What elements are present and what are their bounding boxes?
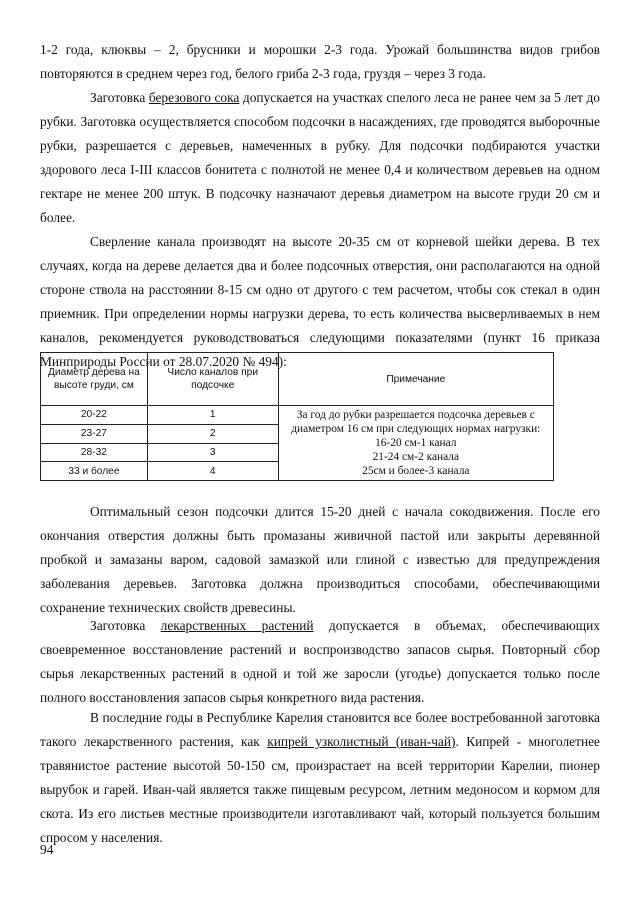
cell-diameter: 28-32 bbox=[41, 443, 148, 462]
paragraph-text: Сверление канала производят на высоте 20-35 см от корневой шейки дерева. В тех случаях, когда на дереве делается два и более подсочных отверстия, они располагаются на одной стороне ствола на расстоянии 8-15 см одно от другого с тем расчетом, чтобы сок стекал в один приемник. При определении нормы нагрузки дерева, то есть количества высверливаемых в нем каналов, рекомендуется руководствоваться следующими показателями (пункт 16 приказа Минприроды России от 28.07.2020 № 494): bbox=[40, 234, 600, 369]
note-line: 16-20 см-1 канал bbox=[375, 437, 457, 449]
paragraph-text: . Кипрей - многолетнее травянистое растение высотой 50-150 см, произрастает на всей территории Карелии, пионер вырубок и гарей. Иван-чай является также пищевым ресурсом, летним медоносом и кормом для скота. Из его листьев местные производители изготавливают чай, который пользуется большим спросом у населения. bbox=[40, 734, 600, 845]
paragraph-text: допускается в объемах, обеспечивающих своевременное восстановление растений и воспроизводство запасов сырья. Повторный сбор сырья лекарственных растений в одной и той же заросли (угодье) допускается только после полного восстановления запасов сырья конкретного вида растения. bbox=[40, 618, 600, 705]
cell-channels: 3 bbox=[147, 443, 278, 462]
paragraph-text: Оптимальный сезон подсочки длится 15-20 дней с начала сокодвижения. После его окончания отверстия должны быть промазаны живичной пастой или закрыты деревянной пробкой и замазаны варом, садовой замазкой или глиной с известью для предупреждения заболевания деревьев. Заготовка должна производиться способами, обеспечивающими сохранение технических свойств древесины. bbox=[40, 504, 600, 615]
cell-channels: 4 bbox=[147, 462, 278, 481]
paragraph-berries-yield bbox=[40, 38, 600, 86]
table-row bbox=[41, 406, 554, 425]
note-line: За год до рубки разрешается подсочка деревьев с диаметром 16 см при следующих нормах нагрузки: bbox=[291, 409, 541, 435]
paragraph-medicinal-plants bbox=[40, 614, 600, 710]
paragraph-birch-sap bbox=[40, 86, 600, 230]
paragraph-text: Заготовка bbox=[90, 90, 149, 105]
paragraph-text: допускается на участках спелого леса не ранее чем за 5 лет до рубки. Заготовка осуществляется способом подсочки в насаждениях, где проводятся выборочные рубки, разрешается с деревьев, намеченных в рубку. Для подсочки подбираются участки здорового леса I-III классов бонитета с полнотой не менее 0,4 и количеством деревьев на одном гектаре не менее 200 штук. В подсочку назначают деревья диаметром на высоте груди 20 см и более. bbox=[40, 90, 600, 225]
underlined-term-fireweed: кипрей узколистный (иван-чай) bbox=[267, 734, 456, 749]
underlined-term-birch-sap: березового сока bbox=[148, 90, 240, 105]
header-diameter: Диаметр дерева на высоте груди, см bbox=[41, 353, 148, 406]
cell-note bbox=[278, 406, 553, 481]
paragraph-season bbox=[40, 500, 600, 620]
table-header-row bbox=[41, 353, 554, 406]
tapping-norms-table bbox=[40, 352, 554, 481]
cell-diameter: 23-27 bbox=[41, 424, 148, 443]
paragraph-text: 1-2 года, клюквы – 2, брусники и морошки 2-3 года. Урожай большинства видов грибов повторяются в среднем через год, белого гриба 2-3 года, груздя – через 3 года. bbox=[40, 42, 600, 81]
paragraph-text: Заготовка bbox=[90, 618, 161, 633]
underlined-term-medicinal-plants: лекарственных растений bbox=[160, 618, 314, 633]
note-line: 25см и более-3 канала bbox=[362, 465, 470, 477]
cell-diameter: 20-22 bbox=[41, 406, 148, 425]
cell-diameter: 33 и более bbox=[41, 462, 148, 481]
header-note: Примечание bbox=[278, 353, 553, 406]
cell-channels: 1 bbox=[147, 406, 278, 425]
cell-channels: 2 bbox=[147, 424, 278, 443]
paragraph-fireweed bbox=[40, 706, 600, 850]
paragraph-text: В последние годы в Республике Карелия становится все более востребованной заготовка такого лекарственного растения, как bbox=[40, 710, 600, 749]
page-number: 94 bbox=[40, 842, 54, 857]
note-line: 21-24 см-2 канала bbox=[372, 451, 460, 463]
header-channels: Число каналов при подсочке bbox=[147, 353, 278, 406]
